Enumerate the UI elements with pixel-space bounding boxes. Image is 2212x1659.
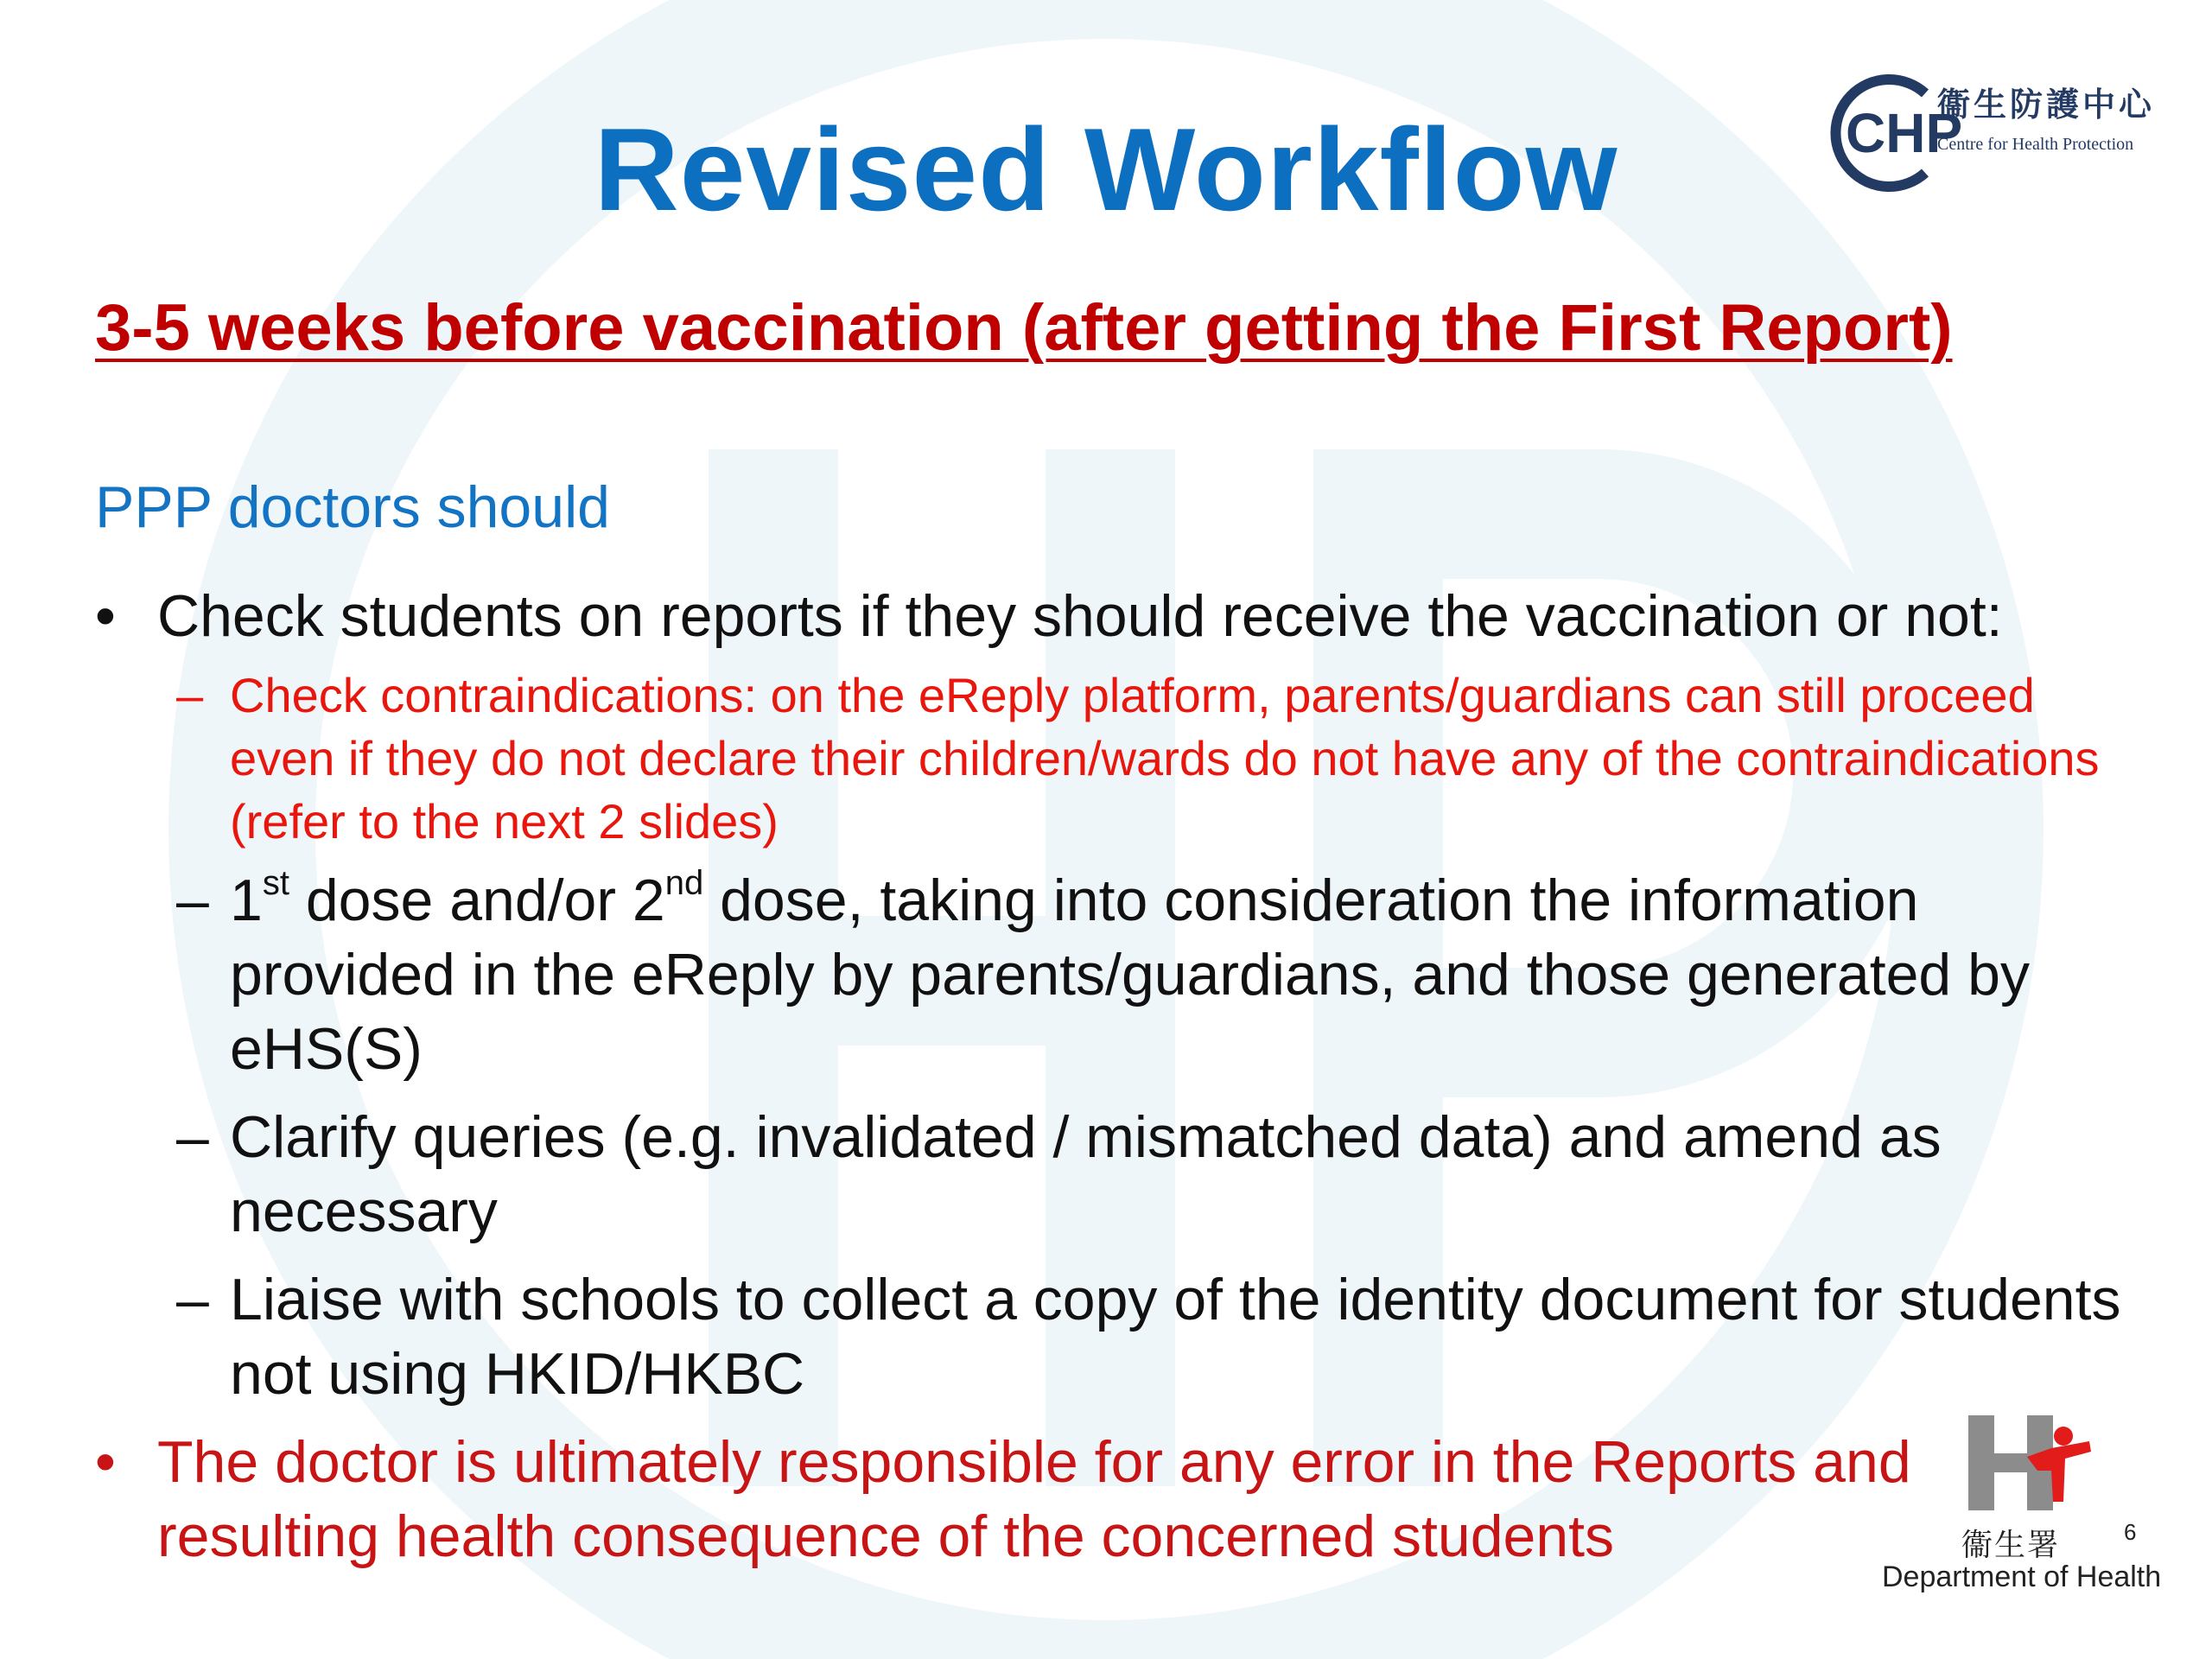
dash-mark: – <box>176 1267 209 1332</box>
chp-emblem-icon <box>1823 67 1963 197</box>
chp-logo <box>1823 67 2169 197</box>
chp-chinese-name: 衞生防護中心 <box>1937 86 2156 124</box>
bullet-text: Check students on reports if they should receive the vaccination or not: <box>157 583 2003 649</box>
bullet-mark: • <box>95 1429 116 1495</box>
section-heading-text: 3-5 weeks before vaccination (after getting the First Report) <box>95 291 1953 365</box>
sub-item-text: Clarify queries (e.g. invalidated / mismatched data) and amend as necessary <box>230 1104 1942 1244</box>
subheading: PPP doctors should <box>95 474 610 540</box>
bullet-text: The doctor is ultimately responsible for any error in the Reports and resulting health consequence of the concerned students <box>157 1429 1911 1569</box>
sub-item-clarify-queries <box>90 1100 2146 1249</box>
bullet-item-doctor-responsible <box>90 1425 2146 1573</box>
bullet-mark: • <box>95 583 116 649</box>
sub-item-liaise-schools <box>90 1262 2146 1411</box>
bullet-list <box>90 579 2146 1573</box>
dash-mark: – <box>176 1104 209 1170</box>
slide-title: Revised Workflow <box>594 104 1618 235</box>
sub-item-text: 1st dose and/or 2nd dose, taking into consideration the information provided in the eReply by parents/guardians, and those generated by eHS(S) <box>230 864 2030 1082</box>
sub-item-text: Liaise with schools to collect a copy of the identity document for students not using HKID/HKBC <box>230 1267 2121 1407</box>
chp-english-name: Centre for Health Protection <box>1937 135 2134 154</box>
sub-item-contraindications <box>90 664 2146 853</box>
dash-mark: – <box>176 868 209 933</box>
doh-chinese-name: 衞生署 <box>1961 1528 2061 1563</box>
bullet-item-check-students <box>90 579 2146 653</box>
doh-english-name: Department of Health <box>1882 1560 2162 1593</box>
doh-emblem-icon <box>1882 1415 2167 1519</box>
dash-mark: – <box>176 668 204 722</box>
sub-item-dose <box>90 863 2146 1086</box>
section-heading <box>95 283 1979 373</box>
chp-letters: CHP <box>1846 102 1963 164</box>
sub-item-text: Check contraindications: on the eReply platform, parents/guardians can still proceed even if they do not declare their children/wards do not have any of the contraindications (refer to the next 2 slides) <box>230 668 2100 849</box>
page-number: 6 <box>2124 1519 2137 1545</box>
